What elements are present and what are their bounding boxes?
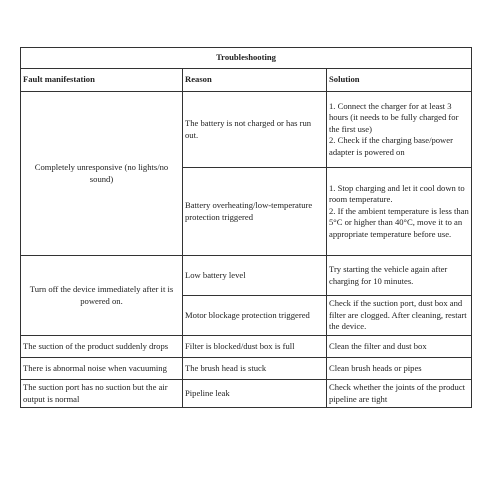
reason-cell: Low battery level (183, 256, 327, 296)
header-fault: Fault manifestation (21, 69, 183, 92)
fault-cell: The suction of the product suddenly drops (21, 336, 183, 358)
reason-cell: Pipeline leak (183, 380, 327, 408)
solution-cell (327, 92, 472, 168)
table-row (21, 358, 472, 380)
solution-line: 1. Connect the charger for at least 3 hours (it needs to be fully charged for the first use) (329, 100, 459, 134)
fault-cell: Turn off the device immediately after it is powered on. (21, 256, 183, 336)
title-row (21, 48, 472, 69)
header-solution: Solution (327, 69, 472, 92)
solution-cell (327, 168, 472, 256)
reason-cell: Battery overheating/low-temperature protection triggered (183, 168, 327, 256)
table-row (21, 380, 472, 408)
solution-line: Check if the suction port, dust box and filter are clogged. After cleaning, restart the device. (329, 298, 467, 332)
solution-line: 1. Stop charging and let it cool down to room temperature. (329, 182, 465, 205)
table-row (21, 336, 472, 358)
fault-cell: There is abnormal noise when vacuuming (21, 358, 183, 380)
solution-cell: Check whether the joints of the product pipeline are tight (327, 380, 472, 408)
reason-cell: The brush head is stuck (183, 358, 327, 380)
reason-cell: The battery is not charged or has run out. (183, 92, 327, 168)
solution-cell (327, 296, 472, 336)
reason-cell: Motor blockage protection triggered (183, 296, 327, 336)
solution-line: 2. Check if the charging base/power adapter is powered on (329, 135, 453, 157)
solution-cell: Clean brush heads or pipes (327, 358, 472, 380)
solution-line: Try starting the vehicle again after charging for 10 minutes. (329, 264, 448, 286)
reason-cell: Filter is blocked/dust box is full (183, 336, 327, 358)
header-row (21, 69, 472, 92)
fault-cell: The suction port has no suction but the air output is normal (21, 380, 183, 408)
header-reason: Reason (183, 69, 327, 92)
table-row (21, 256, 472, 296)
solution-cell: Clean the filter and dust box (327, 336, 472, 358)
fault-cell: Completely unresponsive (no lights/no sound) (21, 92, 183, 256)
troubleshooting-table-container (20, 47, 471, 408)
solution-cell (327, 256, 472, 296)
troubleshooting-table (20, 47, 472, 408)
table-title: Troubleshooting (21, 48, 472, 69)
table-row (21, 92, 472, 168)
solution-line: 2. If the ambient temperature is less than 5°C or higher than 40°C, move it to an appropriate temperature before use. (329, 205, 469, 239)
